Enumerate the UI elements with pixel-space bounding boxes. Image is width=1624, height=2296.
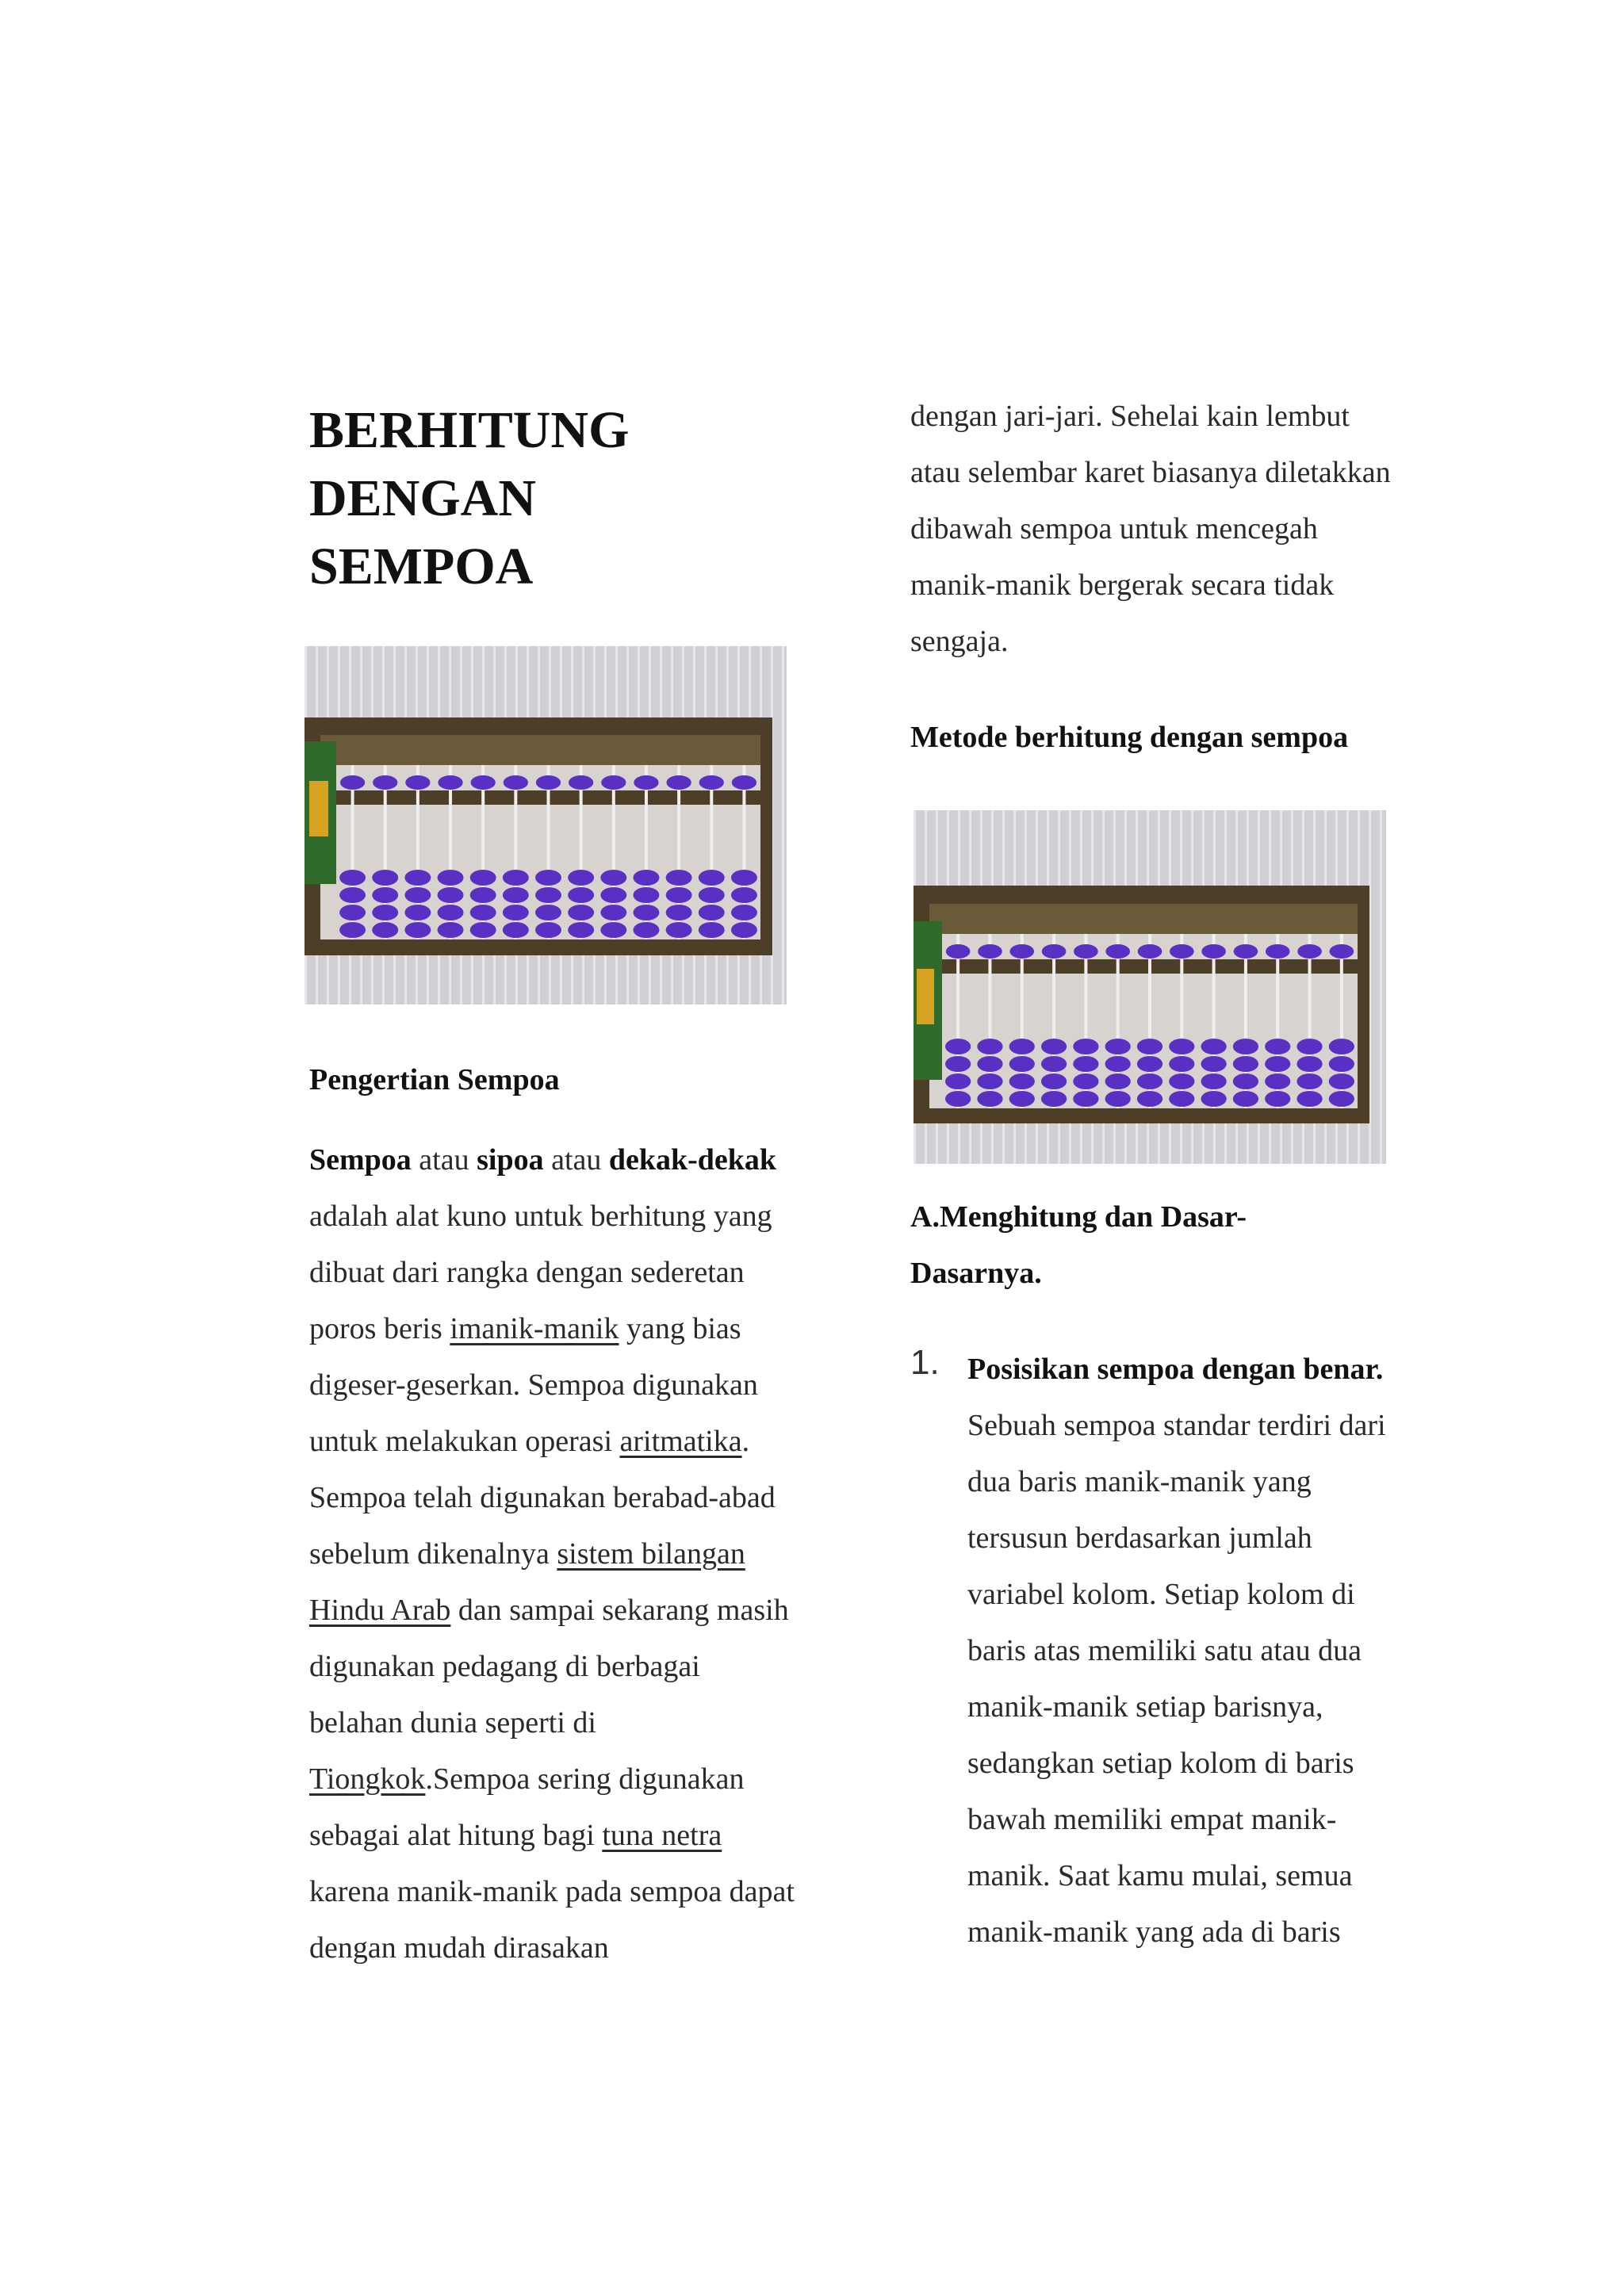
abacus-bead xyxy=(404,887,431,903)
abacus-bead xyxy=(1233,1091,1258,1107)
abacus-bead xyxy=(1329,1073,1354,1089)
abacus-bead xyxy=(1201,1056,1226,1072)
abacus-bead xyxy=(1329,1091,1354,1107)
abacus-photo-icon xyxy=(304,646,787,1004)
abacus-bead xyxy=(1201,1073,1226,1089)
abacus-bead xyxy=(1201,944,1226,959)
abacus-bead xyxy=(535,905,561,920)
abacus-bead xyxy=(372,870,398,886)
abacus-bead xyxy=(1265,1073,1290,1089)
abacus-bead xyxy=(1266,944,1290,959)
ordered-list xyxy=(910,1343,1418,2057)
abacus-bead xyxy=(1137,1073,1162,1089)
abacus-bead xyxy=(666,775,691,790)
abacus-bead xyxy=(666,922,692,938)
abacus-bead xyxy=(1137,1056,1162,1072)
abacus-bead xyxy=(600,905,626,920)
section-a-heading: A.Menghitung dan Dasar-Dasarnya. xyxy=(910,1200,1247,1290)
abacus-photo-left xyxy=(304,646,787,1004)
abacus-bead xyxy=(1169,1091,1194,1107)
abacus-bead xyxy=(438,905,464,920)
abacus-bead xyxy=(699,905,725,920)
pengertian-heading: Pengertian Sempoa xyxy=(309,1063,560,1096)
abacus-bead xyxy=(977,1056,1002,1072)
abacus-photo-right xyxy=(914,810,1386,1164)
abacus-bead xyxy=(1009,1091,1035,1107)
abacus-bead xyxy=(666,905,692,920)
title-line-2: DENGAN xyxy=(309,469,537,527)
abacus-bead xyxy=(1074,944,1098,959)
abacus-bead xyxy=(946,944,971,959)
abacus-bead xyxy=(1009,1039,1035,1054)
abacus-bead xyxy=(568,922,594,938)
abacus-bead xyxy=(1297,1091,1322,1107)
abacus-bead xyxy=(1138,944,1162,959)
abacus-bead xyxy=(699,922,725,938)
abacus-bead xyxy=(1169,1056,1194,1072)
abacus-bead xyxy=(504,775,528,790)
abacus-bead xyxy=(503,922,529,938)
abacus-bead xyxy=(978,944,1002,959)
abacus-bead xyxy=(503,905,529,920)
abacus-bead xyxy=(1105,1073,1131,1089)
abacus-bead xyxy=(438,887,464,903)
abacus-bead xyxy=(601,775,626,790)
abacus-bead xyxy=(1105,944,1130,959)
abacus-bead xyxy=(339,870,366,886)
term-dekak-dekak: dekak-dekak xyxy=(608,1143,777,1177)
link-sistem-bilangan[interactable]: sistem bilangan Hindu Arab xyxy=(309,1537,745,1627)
pengertian-paragraph: Sempoa atau sipoa atau dekak-dekak adalah alat kuno untuk berhitung yang dibuat dari rangka dengan sederetan poros beris imanik-manik yang bias digeser-geserkan. Sempoa digunakan untuk melakukan operasi aritmatika. Sempoa telah digunakan berabad-abad sebelum dikenalnya sistem bilangan Hindu Arab dan sampai sekarang masih digunakan pedagang di berbagai belahan dunia seperti di Tiongkok.Sempoa sering digunakan sebagai alat hitung bagi tuna netra karena manik-manik pada sempoa dapat dengan mudah dirasakan xyxy=(309,1143,795,1965)
link-tiongkok[interactable]: Tiongkok xyxy=(309,1762,426,1796)
abacus-bead xyxy=(438,775,462,790)
abacus-bead xyxy=(536,775,561,790)
abacus-bead xyxy=(699,775,724,790)
abacus-bead xyxy=(1073,1073,1098,1089)
abacus-bead xyxy=(535,887,561,903)
list-item-text: Sebuah sempoa standar terdiri dari dua baris manik-manik yang tersusun berdasarkan jumlah variabel kolom. Setiap kolom di baris atas memiliki satu atau dua manik-manik setiap barisnya, sedangkan setiap kolom di baris bawah memiliki empat manik-manik. Saat kamu mulai, semua manik-manik yang ada di baris xyxy=(967,1409,1386,1949)
abacus-bead xyxy=(535,922,561,938)
abacus-bead xyxy=(945,1039,971,1054)
abacus-bead xyxy=(470,887,496,903)
abacus-bead xyxy=(731,905,757,920)
abacus-photo-icon xyxy=(914,810,1386,1164)
abacus-bead xyxy=(945,1073,971,1089)
abacus-bead xyxy=(1009,1056,1035,1072)
link-manik-manik[interactable]: imanik-manik xyxy=(450,1312,619,1345)
abacus-bead xyxy=(1233,1056,1258,1072)
abacus-bead xyxy=(945,1091,971,1107)
abacus-bead xyxy=(1329,1039,1354,1054)
abacus-bead xyxy=(731,870,757,886)
abacus-bead xyxy=(732,775,756,790)
abacus-bead xyxy=(1073,1056,1098,1072)
abacus-bead xyxy=(438,870,464,886)
abacus-bead xyxy=(666,870,692,886)
term-sipoa: sipoa xyxy=(477,1143,544,1177)
abacus-bead xyxy=(699,870,725,886)
abacus-bead xyxy=(470,922,496,938)
link-tuna-netra[interactable]: tuna netra xyxy=(602,1819,722,1852)
abacus-bead xyxy=(699,887,725,903)
abacus-bead xyxy=(634,905,660,920)
abacus-bead xyxy=(1297,1039,1322,1054)
abacus-bead xyxy=(1042,944,1067,959)
abacus-bead xyxy=(1170,944,1194,959)
abacus-bead xyxy=(1233,1073,1258,1089)
abacus-bead xyxy=(634,870,660,886)
abacus-bead xyxy=(372,887,398,903)
abacus-bead xyxy=(1329,1056,1354,1072)
abacus-bead xyxy=(372,905,398,920)
abacus-bead xyxy=(1009,1073,1035,1089)
abacus-bead xyxy=(1330,944,1354,959)
abacus-bead xyxy=(535,870,561,886)
abacus-bead xyxy=(340,775,365,790)
abacus-bead xyxy=(1169,1073,1194,1089)
term-sempoa: Sempoa xyxy=(309,1143,412,1177)
abacus-bead xyxy=(404,870,431,886)
abacus-bead xyxy=(405,775,430,790)
abacus-bead xyxy=(339,905,366,920)
abacus-bead xyxy=(1105,1039,1131,1054)
list-item xyxy=(967,1341,1411,1961)
abacus-bead xyxy=(977,1091,1002,1107)
metode-heading: Metode berhitung dengan sempoa xyxy=(910,721,1349,754)
abacus-bead xyxy=(568,905,594,920)
title-line-3: SEMPOA xyxy=(309,538,534,595)
abacus-bead xyxy=(503,870,529,886)
abacus-bead xyxy=(1009,944,1034,959)
abacus-bead xyxy=(1297,1073,1322,1089)
title-line-1: BERHITUNG xyxy=(309,401,630,459)
abacus-bead xyxy=(634,775,658,790)
abacus-bead xyxy=(404,922,431,938)
abacus-bead xyxy=(1041,1073,1067,1089)
abacus-bead xyxy=(471,775,496,790)
abacus-bead xyxy=(977,1073,1002,1089)
abacus-bead xyxy=(1297,944,1322,959)
abacus-bead xyxy=(1169,1039,1194,1054)
abacus-bead xyxy=(1041,1056,1067,1072)
abacus-bead xyxy=(1265,1039,1290,1054)
abacus-bead xyxy=(568,870,594,886)
abacus-bead xyxy=(470,870,496,886)
abacus-bead xyxy=(569,775,593,790)
abacus-bead xyxy=(1265,1056,1290,1072)
abacus-bead xyxy=(666,887,692,903)
abacus-bead xyxy=(339,887,366,903)
abacus-bead xyxy=(600,870,626,886)
abacus-bead xyxy=(731,887,757,903)
abacus-bead xyxy=(1201,1039,1226,1054)
abacus-bead xyxy=(634,922,660,938)
link-aritmatika[interactable]: aritmatika xyxy=(619,1425,742,1458)
abacus-bead xyxy=(1073,1091,1098,1107)
abacus-bead xyxy=(634,887,660,903)
abacus-bead xyxy=(1105,1091,1131,1107)
abacus-bead xyxy=(945,1056,971,1072)
abacus-bead xyxy=(373,775,397,790)
abacus-bead xyxy=(470,905,496,920)
abacus-bead xyxy=(731,922,757,938)
abacus-bead xyxy=(568,887,594,903)
list-item-bold: Posisikan sempoa dengan benar. xyxy=(967,1353,1384,1386)
abacus-bead xyxy=(1105,1056,1131,1072)
abacus-bead xyxy=(1233,1039,1258,1054)
abacus-bead xyxy=(1297,1056,1322,1072)
abacus-bead xyxy=(1137,1039,1162,1054)
abacus-bead xyxy=(404,905,431,920)
abacus-bead xyxy=(977,1039,1002,1054)
document-title xyxy=(309,396,801,601)
abacus-bead xyxy=(1073,1039,1098,1054)
abacus-bead xyxy=(372,922,398,938)
abacus-bead xyxy=(438,922,464,938)
abacus-bead xyxy=(1201,1091,1226,1107)
abacus-bead xyxy=(600,887,626,903)
list-number: 1. xyxy=(910,1343,940,1382)
abacus-bead xyxy=(1265,1091,1290,1107)
abacus-bead xyxy=(1041,1039,1067,1054)
abacus-bead xyxy=(600,922,626,938)
abacus-bead xyxy=(503,887,529,903)
abacus-bead xyxy=(1041,1091,1067,1107)
abacus-bead xyxy=(1137,1091,1162,1107)
continuation-paragraph: dengan jari-jari. Sehelai kain lembut atau selembar karet biasanya diletakkan dibawah sempoa untuk mencegah manik-manik bergerak secara tidak sengaja. xyxy=(910,400,1391,658)
abacus-bead xyxy=(1234,944,1258,959)
abacus-bead xyxy=(339,922,366,938)
